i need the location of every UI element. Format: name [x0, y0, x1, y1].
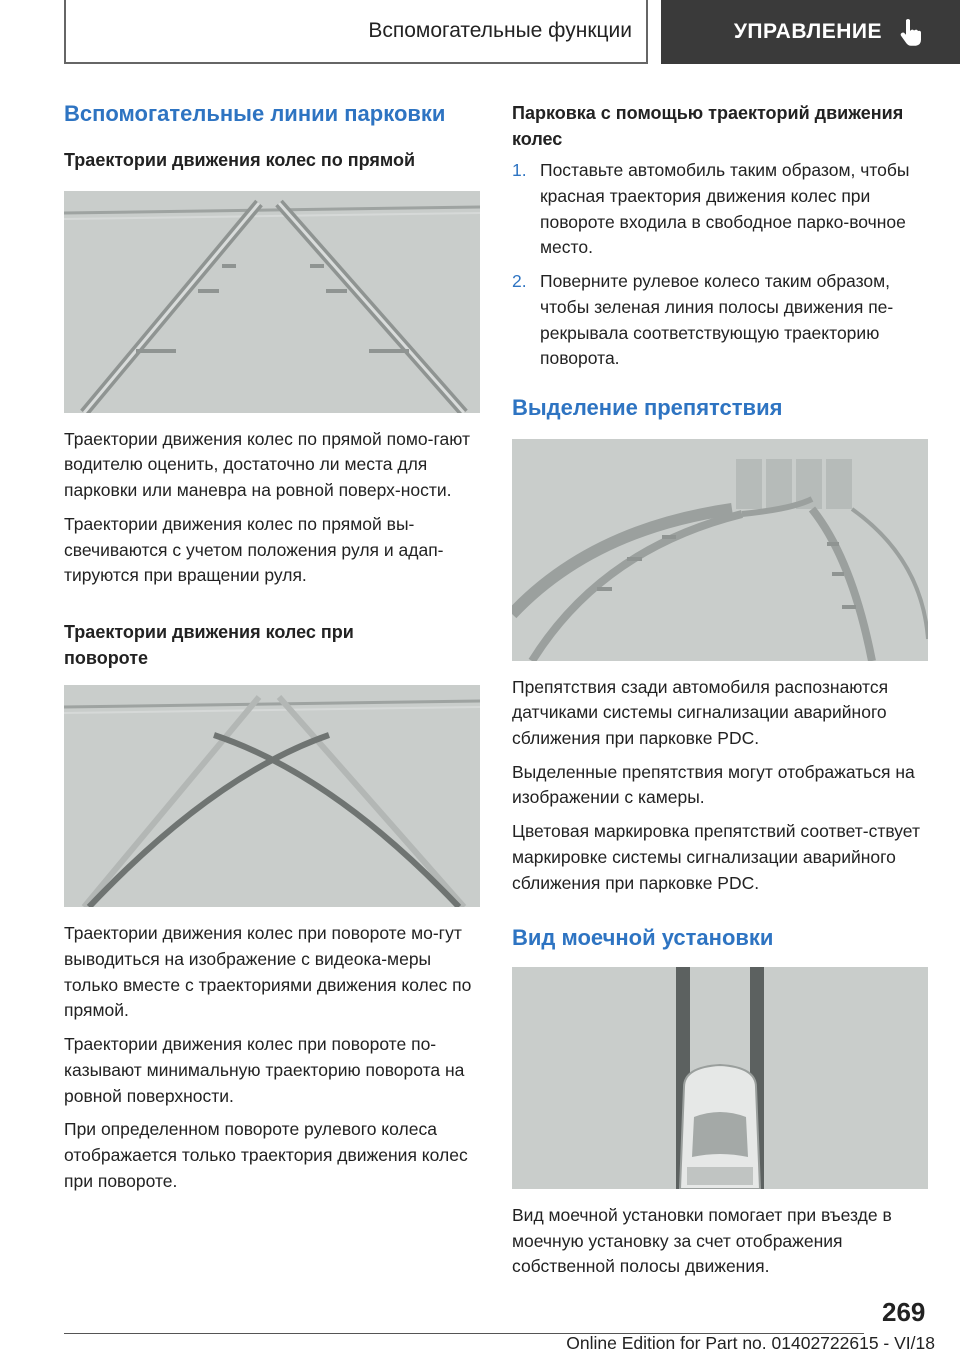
figure-turn-paths [64, 685, 480, 907]
paragraph-car-wash: Вид моечной установки помогает при въезде в моечную установку за счет отображения собственной полосы движения. [512, 1204, 892, 1277]
list-item [512, 269, 930, 372]
paragraph-straight-1: Траектории движения колес по прямой помо-гают водителю оценить, достаточно ли места для парковки или маневра на ровной поверх-ности. [64, 428, 470, 501]
header-section [64, 0, 648, 64]
paragraph-obstacles-1: Препятствия сзади автомобиля распознаются датчиками системы сигнализации аварийного сближения при парковке PDC. [512, 676, 889, 748]
subsection-title-straight: Траектории движения колес по прямой [64, 149, 416, 170]
header-chapter [661, 0, 960, 64]
paragraph-obstacles-2: Выделенные препятствия могут отображаться на изображении с камеры. [512, 761, 915, 808]
paragraph-straight-2: Траектории движения колес по прямой вы-свечиваются с учетом положения руля и адап-тируются при вращении руля. [64, 513, 444, 586]
paragraph-turn-2: Траектории движения колес при повороте по-казывают минимальную траекторию поворота на ровной поверхности. [64, 1034, 465, 1106]
subsection-title-parking-with-paths: Парковка с помощью траекторий движения колес [512, 103, 904, 150]
paragraph-obstacles-3: Цветовая маркировка препятствий соответ-ствует маркировке системы сигнализации аварийного сближения при парковке PDC. [512, 821, 920, 893]
page-number: 269 [882, 1297, 926, 1327]
step-text: Поверните рулевое колесо таким образом, чтобы зеленая линия полосы движения пе-рекрывала соответствующую траекторию поворота. [540, 271, 894, 369]
section-title-parking-lines: Вспомогательные линии парковки [64, 101, 446, 126]
paragraph-turn-3: При определенном повороте рулевого колеса отображается только траектория движения колес при повороте. [64, 1119, 468, 1191]
section-title-obstacles: Выделение препятствия [512, 394, 783, 420]
header-chapter-title: УПРАВЛЕНИЕ [733, 20, 882, 43]
footer-edition: Online Edition for Part no. 01402722615 - VI/18 [566, 1333, 935, 1353]
step-text: Поставьте автомобиль таким образом, чтобы красная траектория движения колес при повороте входила в свободное парко-вочное место. [540, 160, 910, 258]
figure-obstacle-marking [512, 439, 928, 661]
list-item [512, 158, 930, 261]
subsection-title-turn: Траектории движения колес при повороте [64, 622, 354, 669]
figure-car-wash-view [512, 967, 928, 1189]
section-title-car-wash: Вид моечной установки [512, 925, 774, 951]
header-section-title: Вспомогательные функции [368, 19, 632, 42]
left-column [64, 100, 482, 1194]
step-number: 2. [512, 271, 527, 292]
steps-list [512, 158, 930, 372]
figure-straight-paths [64, 191, 480, 413]
paragraph-turn-1: Траектории движения колес при повороте мо-гут выводиться на изображение с видеока-меры только вместе с траекториями движения колес по прямой. [64, 923, 472, 1021]
right-column [512, 100, 930, 1280]
step-number: 1. [512, 160, 527, 181]
hand-pointer-icon [900, 18, 922, 46]
